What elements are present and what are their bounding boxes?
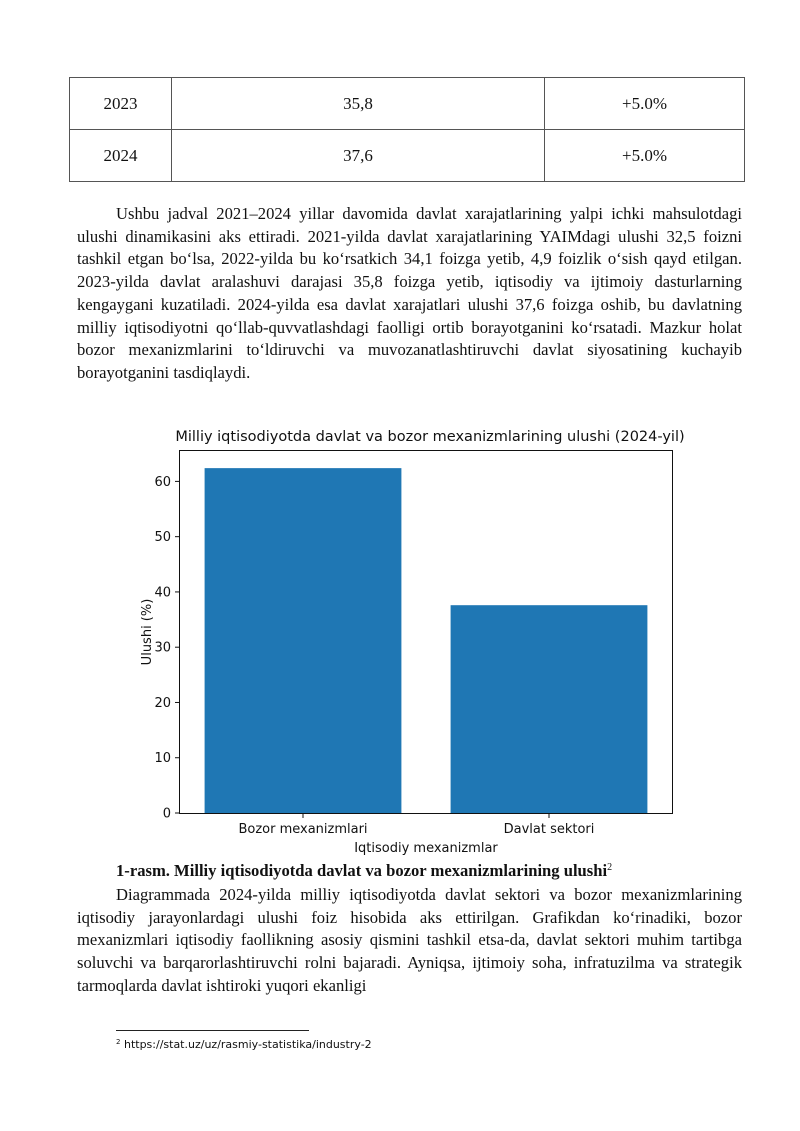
data-table (69, 77, 745, 182)
y-tick-label: 20 (154, 695, 171, 711)
footnote (116, 1038, 372, 1051)
body-paragraph: Diagrammada 2024-yilda milliy iqtisodiyotda davlat sektori va bozor mexanizmlarining iqtisodiy jarayonlardagi ulushi foiz hisobida aks ettirilgan. Grafikdan ko‘rinadiki, bozor mexanizmlari iqtisodiy faollikning asosiy qismini tashkil etsa-da, davlat sektori muhim tartibga soluvchi va barqarorlashtiruvchi rolni bajaradi. Ayniqsa, ijtimoiy soha, infratuzilma va strategik tarmoqlarda davlat ishtiroki yuqori ekanligi (77, 885, 742, 995)
x-axis-label: Iqtisodiy mexanizmlar (354, 841, 498, 856)
bar (205, 468, 402, 813)
y-tick-label: 40 (154, 585, 171, 601)
body-paragraph: Ushbu jadval 2021–2024 yillar davomida davlat xarajatlarining yalpi ichki mahsulotdagi ulushi dinamikasini aks ettiradi. 2021-yilda davlat xarajatlarining YAIMdagi ulushi 32,5 foizni tashkil etgan bo‘lsa, 2022-yilda bu ko‘rsatkich 34,1 foizga yetib, 4,9 foizlik o‘sish qayd etilgan. 2023-yilda davlat aralashuvi darajasi 35,8 foizga yetib, iqtisodiy va ijtimoiy dasturlarning kengaygani kuzatiladi. 2024-yilda esa davlat xarajatlari ulushi 37,6 foizga oshib, bu davlatning milliy iqtisodiyotni qo‘llab-quvvatlashdagi faolligi ortib borayotganini ko‘rsatadi. Mazkur holat bozor mexanizmlarini to‘ldiruvchi va muvozanatlashtiruvchi davlat siyosatining kuchayib borayotganini tasdiqlaydi. (77, 204, 742, 382)
table-cell-change: +5.0% (545, 130, 745, 182)
bar-chart (128, 422, 728, 862)
y-tick-label: 10 (154, 751, 171, 767)
x-tick-label: Bozor mexanizmlari (238, 822, 368, 837)
y-tick-label: 60 (154, 474, 171, 490)
footnote-url: https://stat.uz/uz/rasmiy-statistika/industry-2 (123, 1038, 372, 1051)
footnote-reference: 2 (607, 862, 613, 873)
footnote-number: 2 (116, 1038, 121, 1046)
table-cell-value: 35,8 (172, 78, 545, 130)
caption-text: 1-rasm. Milliy iqtisodiyotda davlat va bozor mexanizmlarining ulushi (116, 861, 608, 880)
table-cell-year: 2024 (70, 130, 172, 182)
y-axis-label: Ulushi (%) (140, 598, 155, 666)
y-tick-label: 50 (154, 530, 171, 546)
table-row (70, 130, 745, 182)
y-tick-label: 30 (154, 640, 171, 656)
y-tick-label: 0 (162, 806, 171, 822)
table-cell-value: 37,6 (172, 130, 545, 182)
figure-caption (116, 861, 612, 881)
x-tick-label: Davlat sektori (503, 822, 595, 837)
footnote-divider (116, 1030, 309, 1031)
bar (451, 605, 648, 813)
bar-chart-figure (128, 422, 728, 862)
table-cell-year: 2023 (70, 78, 172, 130)
table-row (70, 78, 745, 130)
table-cell-change: +5.0% (545, 78, 745, 130)
chart-title: Milliy iqtisodiyotda davlat va bozor mexanizmlarining ulushi (2024-yil) (175, 429, 685, 445)
